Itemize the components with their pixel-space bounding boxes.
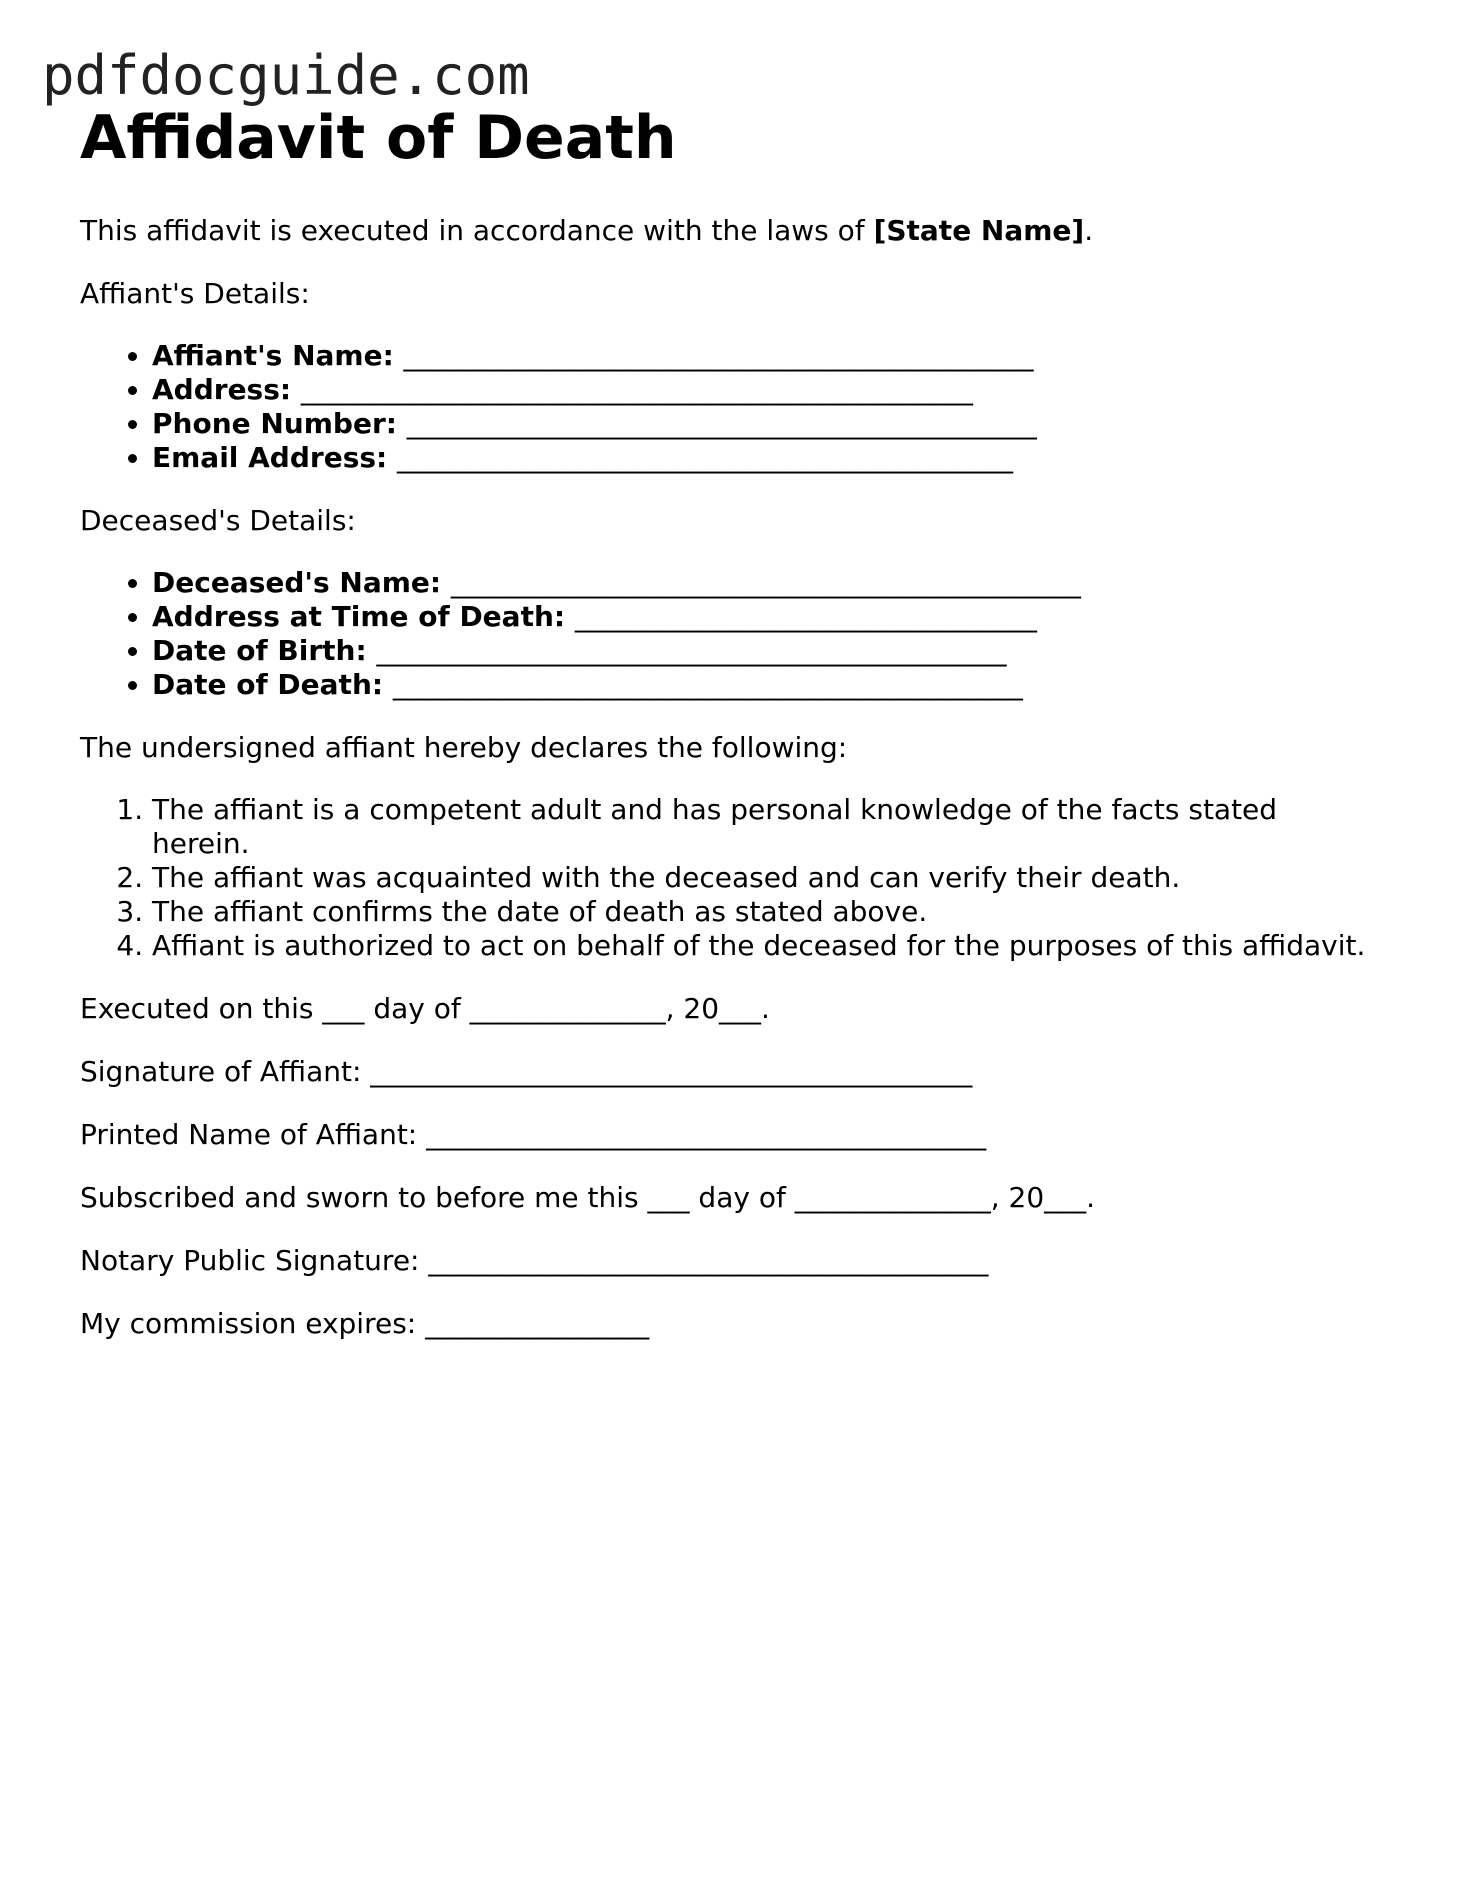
declarations-list — [80, 793, 1420, 963]
signature-block — [80, 992, 1420, 1341]
affiant-name-field[interactable] — [152, 339, 1420, 373]
field-blank: _____________________________________________ — [450, 566, 1081, 599]
field-label: Affiant's Name: — [152, 339, 394, 372]
watermark: pdfdocguide.com — [42, 44, 530, 107]
affiant-email-field[interactable] — [152, 441, 1420, 475]
declaration-item: 3. The affiant confirms the date of death as stated above. — [152, 895, 1372, 929]
declaration-item: 4. Affiant is authorized to act on behalf of the deceased for the purposes of this affidavit. — [152, 929, 1372, 963]
field-label: Deceased's Name: — [152, 566, 442, 599]
affiant-fields-list — [80, 339, 1420, 475]
field-label: Email Address: — [152, 441, 388, 474]
field-blank: _____________________________________________ — [392, 668, 1023, 701]
field-blank: ____________________________________________ — [396, 441, 1013, 474]
deceased-name-field[interactable] — [152, 566, 1420, 600]
affiant-address-field[interactable] — [152, 373, 1420, 407]
field-label: Date of Birth: — [152, 634, 367, 667]
field-blank: _____________________________________________ — [406, 407, 1037, 440]
commission-expires-line[interactable]: My commission expires: ________________ — [80, 1307, 650, 1340]
field-blank: _________________________________ — [574, 600, 1037, 633]
state-name-placeholder: [State Name] — [873, 214, 1085, 247]
intro-suffix: . — [1084, 214, 1094, 247]
field-blank: _____________________________________________ — [376, 634, 1007, 667]
intro-paragraph — [80, 214, 1420, 248]
date-of-birth-field[interactable] — [152, 634, 1420, 668]
field-label: Phone Number: — [152, 407, 397, 440]
field-label: Address at Time of Death: — [152, 600, 566, 633]
affiant-phone-field[interactable] — [152, 407, 1420, 441]
field-blank: _____________________________________________ — [403, 339, 1034, 372]
declaration-item: 2. The affiant was acquainted with the deceased and can verify their death. — [152, 861, 1372, 895]
affiant-signature-line[interactable]: Signature of Affiant: ___________________________________________ — [80, 1055, 973, 1088]
printed-name-line[interactable]: Printed Name of Affiant: ________________________________________ — [80, 1118, 987, 1151]
declaration-intro: The undersigned affiant hereby declares the following: — [80, 731, 848, 764]
field-blank: ________________________________________________ — [300, 373, 973, 406]
notary-signature-line[interactable]: Notary Public Signature: ________________________________________ — [80, 1244, 989, 1277]
declaration-item: 1. The affiant is a competent adult and has personal knowledge of the facts stated herein. — [152, 793, 1372, 861]
deceased-section-label: Deceased's Details: — [80, 504, 356, 537]
field-label: Date of Death: — [152, 668, 384, 701]
date-of-death-field[interactable] — [152, 668, 1420, 702]
document-title: Affidavit of Death — [80, 103, 677, 173]
intro-prefix: This affidavit is executed in accordance with the laws of — [80, 214, 874, 247]
document-body — [80, 98, 1420, 1341]
field-label: Address: — [152, 373, 292, 406]
subscribed-sworn-line[interactable]: Subscribed and sworn to before me this ___ day of ______________, 20___. — [80, 1181, 1096, 1214]
deceased-fields-list — [80, 566, 1420, 702]
deceased-address-field[interactable] — [152, 600, 1420, 634]
affiant-section-label: Affiant's Details: — [80, 277, 310, 310]
executed-on-line[interactable]: Executed on this ___ day of ______________, 20___. — [80, 992, 770, 1025]
